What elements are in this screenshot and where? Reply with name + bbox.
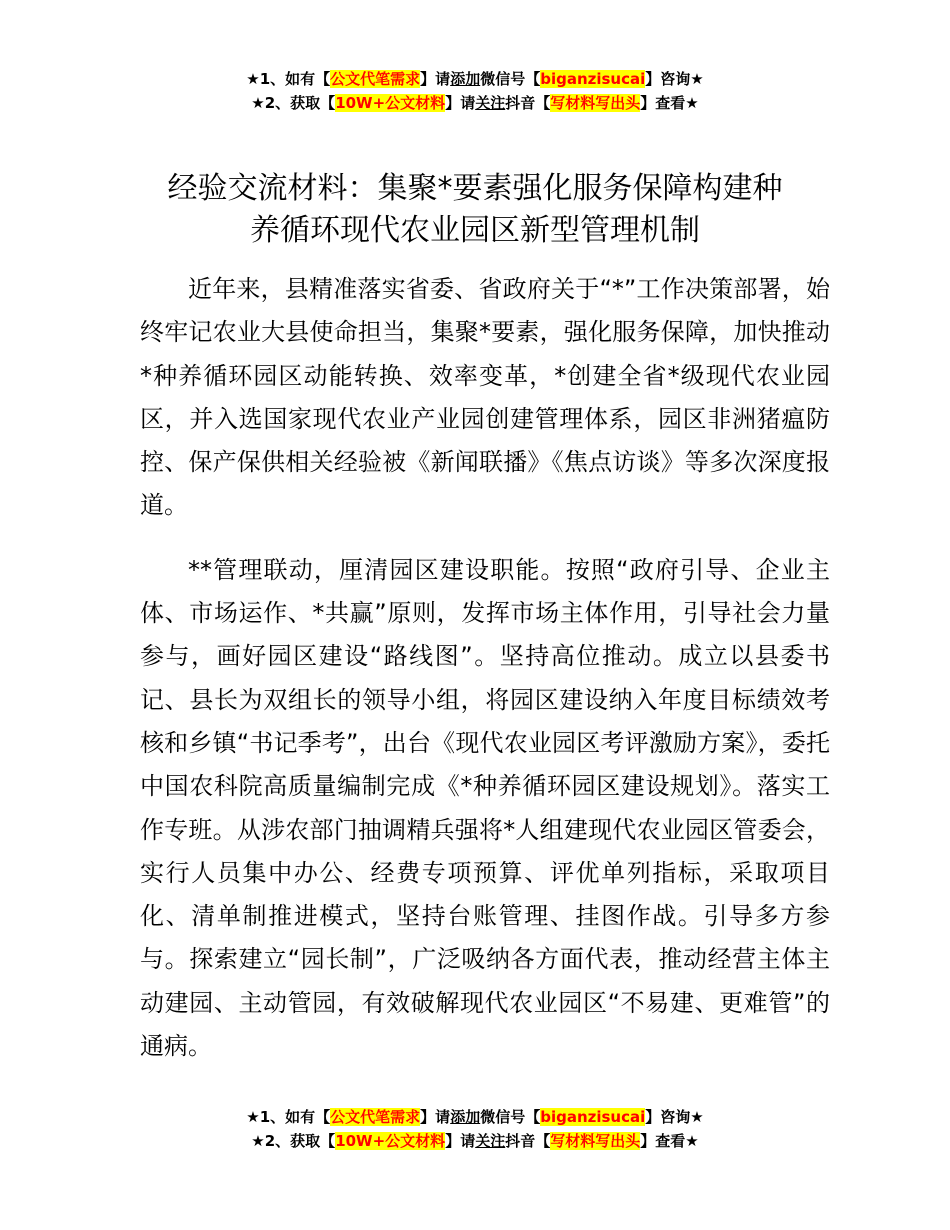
document-title <box>120 168 830 252</box>
promo-line-2-underlined: 关注 <box>475 94 506 112</box>
promo-line-2-middle: 】请 <box>445 94 476 112</box>
document-title-line-1: 经验交流材料：集聚*要素强化服务保障构建种 <box>167 171 783 206</box>
promo-line-1-highlight-wechat: biganzisucai <box>540 1108 646 1126</box>
promo-line-2-prefix: ★2、获取【 <box>251 94 336 112</box>
promo-line-1-highlight-wechat: biganzisucai <box>540 70 646 88</box>
promo-line-1-highlight-service: 公文代笔需求 <box>330 1108 421 1126</box>
promo-line-1-middle: 】请 <box>420 70 451 88</box>
promo-line-1-suffix: 】咨询★ <box>645 1108 704 1126</box>
promo-line-2-underlined: 关注 <box>475 1132 506 1150</box>
promo-line-2-middle-b: 抖音【 <box>505 94 551 112</box>
promo-line-1-underlined: 添加 <box>450 70 481 88</box>
promo-line-2 <box>0 91 950 115</box>
document-body <box>140 268 830 1068</box>
promo-line-2-suffix: 】查看★ <box>640 94 699 112</box>
promo-line-1 <box>0 67 950 91</box>
promo-line-2-highlight-douyin: 写材料写出头 <box>550 94 641 112</box>
promo-line-2-prefix: ★2、获取【 <box>251 1132 336 1150</box>
document-title-line-2: 养循环现代农业园区新型管理机制 <box>250 213 700 248</box>
promo-line-2-highlight-materials: 10W+公文材料 <box>335 94 446 112</box>
promo-line-1-prefix: ★1、如有【 <box>246 1108 331 1126</box>
promo-line-1-middle-b: 微信号【 <box>480 70 541 88</box>
promo-line-2-highlight-materials: 10W+公文材料 <box>335 1132 446 1150</box>
promo-line-2-middle-b: 抖音【 <box>505 1132 551 1150</box>
promo-line-1-middle-b: 微信号【 <box>480 1108 541 1126</box>
promo-line-2-suffix: 】查看★ <box>640 1132 699 1150</box>
promo-line-2 <box>0 1129 950 1153</box>
body-paragraph-1: 近年来，县精准落实省委、省政府关于“*”工作决策部署，始终牢记农业大县使命担当，集聚*要素，强化服务保障，加快推动*种养循环园区动能转换、效率变革，*创建全省*级现代农业园区，并入选国家现代农业产业园创建管理体系，园区非洲猪瘟防控、保产保供相关经验被《新闻联播》《焦点访谈》等多次深度报道。 <box>140 275 830 520</box>
promo-line-2-highlight-douyin: 写材料写出头 <box>550 1132 641 1150</box>
promo-line-1-highlight-service: 公文代笔需求 <box>330 70 421 88</box>
promo-line-1-middle: 】请 <box>420 1108 451 1126</box>
promo-line-1-underlined: 添加 <box>450 1108 481 1126</box>
body-paragraph-2: **管理联动，厘清园区建设职能。按照“政府引导、企业主体、市场运作、*共赢”原则，发挥市场主体作用，引导社会力量参与，画好园区建设“路线图”。坚持高位推动。成立以县委书记、县长为双组长的领导小组，将园区建设纳入年度目标绩效考核和乡镇“书记季考”，出台《现代农业园区考评激励方案》，委托中国农科院高质量编制完成《*种养循环园区建设规划》。落实工作专班。从涉农部门抽调精兵强将*人组建现代农业园区管委会，实行人员集中办公、经费专项预算、评优单列指标，采取项目化、清单制推进模式，坚持台账管理、挂图作战。引导多方参与。探索建立“园长制”，广泛吸纳各方面代表，推动经营主体主动建园、主动管园，有效破解现代农业园区“不易建、更难管”的通病。 <box>140 555 830 1061</box>
promo-line-2-middle: 】请 <box>445 1132 476 1150</box>
promo-line-1-suffix: 】咨询★ <box>645 70 704 88</box>
header-promo-banner <box>0 67 950 115</box>
footer-promo-banner <box>0 1105 950 1153</box>
promo-line-1 <box>0 1105 950 1129</box>
promo-line-1-prefix: ★1、如有【 <box>246 70 331 88</box>
